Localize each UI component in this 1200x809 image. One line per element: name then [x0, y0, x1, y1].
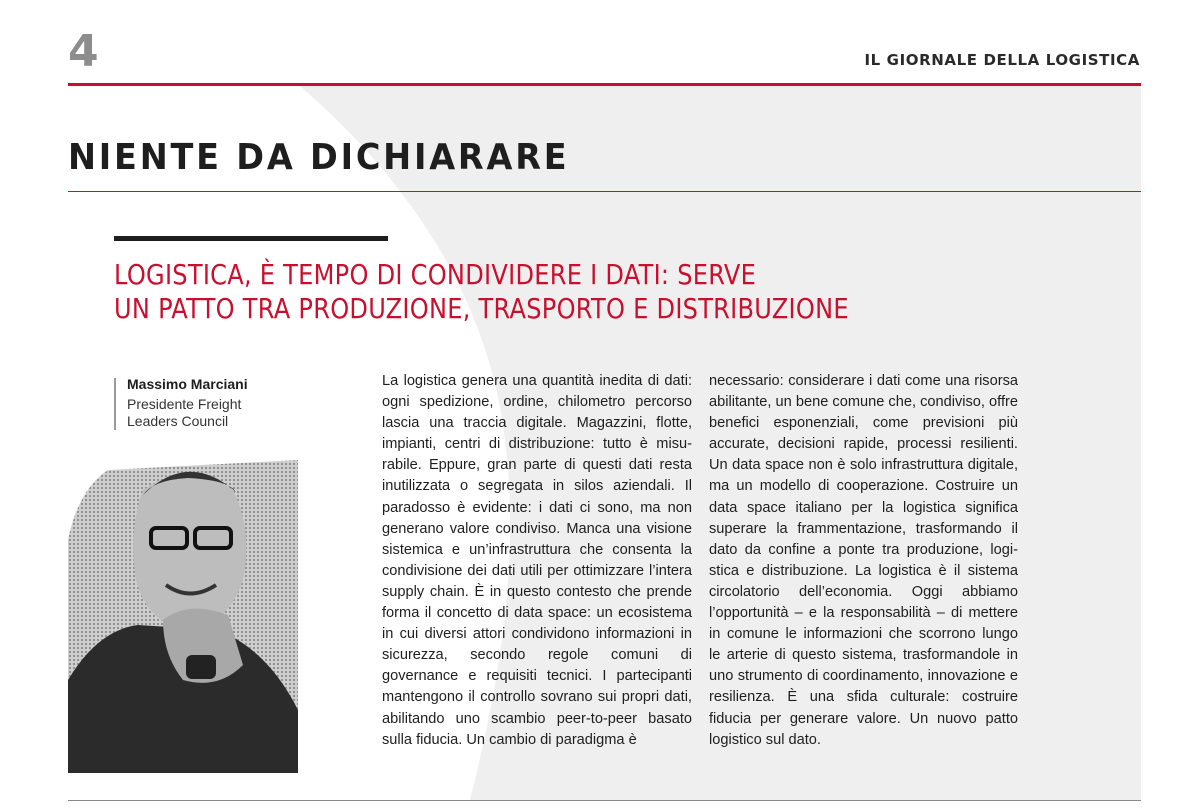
headline-line-2: UN PATTO TRA PRODUZIONE, TRASPORTO E DISTRIBUZIONE	[114, 292, 849, 325]
article-headline	[114, 258, 849, 326]
headline-line-1: LOGISTICA, È TEMPO DI CONDIVIDERE I DATI: SERVE	[114, 258, 757, 291]
section-red-rule	[68, 191, 1141, 192]
author-divider	[114, 378, 116, 430]
portrait-watch	[186, 655, 216, 679]
section-title: NIENTE DA DICHIARARE	[68, 137, 570, 178]
author-role-line-1: Presidente Freight	[127, 396, 242, 412]
top-red-rule	[68, 83, 1141, 86]
article-column-1: La logistica genera una quantità inedita di dati: ogni spedizione, ordine, chilometro percorso lascia una traccia digitale. Magazzini, flotte, impianti, centri di distribuzione: tutto è misurabile. Eppure, gran parte di questi dati resta inutilizzata o segregata in silos aziendali. Il paradosso è evidente: i dati ci sono, ma non generano valore condiviso. Manca una visione sistemica e un’infrastruttura che consenta la condivisione dei dati utili per ottimizzare l’intera supply chain. È in questo contesto che prende forma il concetto di data space: un ecosistema in cui diversi attori condividono informazioni in sicurezza, secondo regole comuni di governance e requisiti tecnici. I partecipanti mantengono il controllo sovrano sui propri dati, abilitando uno scambio peer-to-peer basato sulla fiducia. Un cambio di paradigma è	[382, 373, 692, 748]
author-role-line-2: Leaders Council	[127, 413, 229, 429]
article-column-2: necessario: considerare i dati come una risorsa abilitante, un bene comune che, condiviso, offre benefici esponenziali, come previsioni più accurate, decisioni rapide, processi resilienti. Un data space non è solo infrastruttura digitale, ma un modello di cooperazione. Costruire un data space italiano per la logistica significa superare la frammentazione, trasformando il dato da confine a ponte tra produzione, logistica e distribuzione. La logistica è il sistema circolatorio dell’economia. Oggi abbiamo l’opportunità – e la responsabilità – di mettere in comune le informazioni che scorrono lungo le arterie di questo sistema, trasformandole in uno strumento di coordinamento, innovazione e resilienza. È una sfida culturale: costruire fiducia per generare valore. Un nuovo patto logistico sul dato.	[709, 373, 1018, 748]
author-name: Massimo Marciani	[127, 376, 248, 392]
author-role	[127, 396, 277, 430]
headline-accent-bar	[114, 236, 388, 241]
author-portrait	[68, 450, 298, 773]
masthead: IL GIORNALE DELLA LOGISTICA	[864, 51, 1140, 69]
bottom-rule	[68, 800, 1141, 801]
page-number: 4	[68, 26, 99, 77]
